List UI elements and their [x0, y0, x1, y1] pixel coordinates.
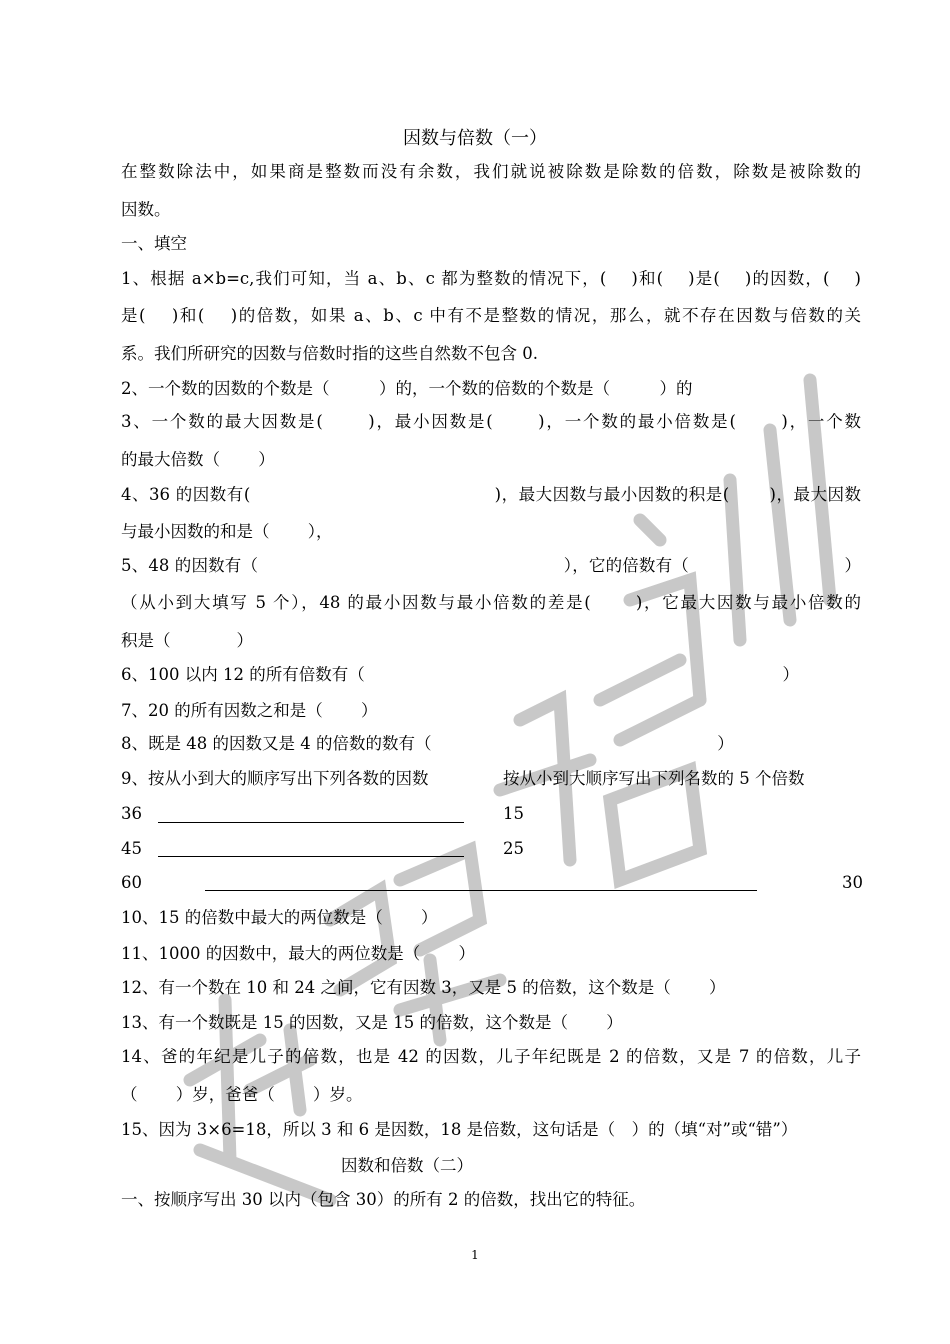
q9-left-number: 36: [121, 804, 142, 823]
q15: 15、因为 3×6=18，所以 3 和 6 是因数，18 是倍数，这句话是（ ）的（填“对”或“错”）: [121, 1120, 798, 1139]
q10: 10、15 的倍数中最大的两位数是（ ）: [121, 908, 438, 927]
q5-line-2: （从小到大填写 5 个），48 的最小因数与最小倍数的差是( )，它最大因数与最小倍数的: [121, 593, 861, 612]
q1-line-3: 系。我们所研究的因数与倍数时指的这些自然数不包含 0.: [121, 344, 538, 363]
q9-right-number: 25: [503, 839, 524, 858]
q12: 12、有一个数在 10 和 24 之间，它有因数 3，又是 5 的倍数，这个数是（ ）: [121, 978, 726, 997]
intro-line-1: 在整数除法中，如果商是整数而没有余数，我们就说被除数是除数的倍数，除数是被除数的: [121, 162, 861, 181]
section-fill-blank: 一、填空: [121, 234, 187, 253]
q9-right-number: 30: [842, 873, 863, 892]
q11: 11、1000 的因数中，最大的两位数是（ ）: [121, 944, 475, 963]
answer-line: [158, 856, 464, 857]
q5-line-3: 积是（ ）: [121, 631, 253, 650]
answer-line: [158, 822, 464, 823]
q1-line-2: 是( )和( )的倍数，如果 a、b、c 中有不是整数的情况，那么，就不存在因数与倍数的关: [121, 306, 861, 325]
q3-line-1: 3、一个数的最大因数是( )，最小因数是( )，一个数的最小倍数是( )，一个数: [121, 412, 861, 431]
q6: 6、100 以内 12 的所有倍数有（ ）: [121, 665, 799, 684]
q4-line-2: 与最小因数的和是（ ），: [121, 522, 333, 541]
q2: 2、一个数的因数的个数是（ ）的，一个数的倍数的个数是（ ）的: [121, 379, 693, 398]
q9-left-number: 45: [121, 839, 142, 858]
q9-left-number: 60: [121, 873, 142, 892]
q3-line-2: 的最大倍数（ ）: [121, 450, 275, 469]
q13: 13、有一个数既是 15 的因数，又是 15 的倍数，这个数是（ ）: [121, 1013, 623, 1032]
answer-line: [205, 890, 757, 891]
title-2: 因数和倍数（二）: [341, 1156, 473, 1175]
q1-line-1: 1、根据 a×b=c,我们可知，当 a、b、c 都为整数的情况下，( )和( )是( )的因数，( ): [121, 269, 861, 288]
part2-q1: 一、按顺序写出 30 以内（包含 30）的所有 2 的倍数，找出它的特征。: [121, 1190, 646, 1209]
q8: 8、既是 48 的因数又是 4 的倍数的数有（ ）: [121, 734, 734, 753]
intro-line-2: 因数。: [121, 200, 171, 219]
q7: 7、20 的所有因数之和是（ ）: [121, 701, 378, 720]
q9-left-heading: 9、按从小到大的顺序写出下列各数的因数: [121, 769, 429, 788]
title-1: 因数与倍数（一）: [403, 128, 547, 149]
q4-line-1: 4、36 的因数有( )，最大因数与最小因数的积是( )，最大因数: [121, 485, 861, 504]
page-number: 1: [471, 1248, 479, 1262]
q14-line-2: （ ）岁，爸爸（ ）岁。: [121, 1085, 363, 1104]
q9-right-number: 15: [503, 804, 524, 823]
q9-right-heading: 按从小到大顺序写出下列名数的 5 个倍数: [503, 769, 805, 788]
q5-line-1: 5、48 的因数有（ ），它的倍数有（ ）: [121, 556, 861, 575]
q14-line-1: 14、爸的年纪是儿子的倍数，也是 42 的因数，儿子年纪既是 2 的倍数，又是 7 的倍数，儿子: [121, 1047, 861, 1066]
